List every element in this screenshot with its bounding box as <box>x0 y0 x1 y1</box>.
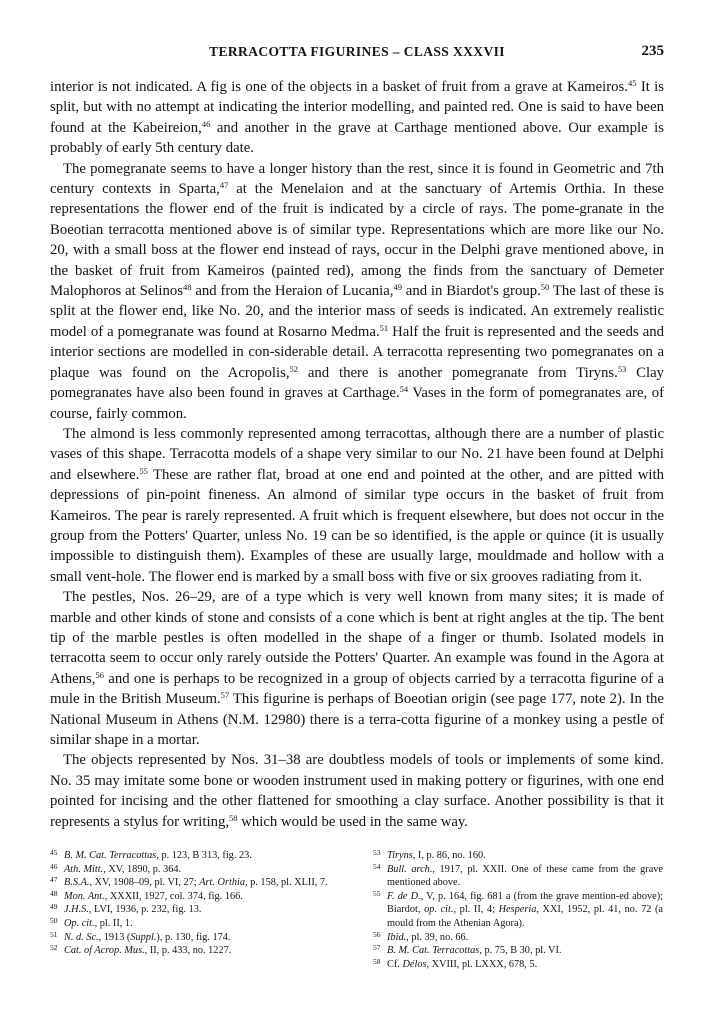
paragraph <box>50 587 664 750</box>
footnote-text: , XXXII, 1927, col. 374, fig. 166. <box>104 890 243 902</box>
footnote-text: , p. 158, pl. XLII, 7. <box>244 877 328 889</box>
footnote: 47 B.S.A., XV, 1908–09, pl. VI, 27; Art. Orthia, p. 158, pl. XLII, 7. <box>50 875 328 889</box>
citation-title: J.H.S. <box>64 904 89 916</box>
citation-title: Suppl. <box>130 931 157 943</box>
footnote-text: , I, p. 86, no. 160. <box>412 850 486 861</box>
citation-title: Mon. Ant. <box>64 890 105 902</box>
footnote-text: , pl. II, 1. <box>94 917 133 929</box>
citation-title: Op. cit. <box>64 917 95 929</box>
text-run: which would be used in the same way. <box>237 813 468 830</box>
footnote-text: , XXI, 1952, pl. 41, no. 72 (a mould from the Athenian Agora). <box>387 904 663 929</box>
footnote-ref: 54 <box>399 384 409 395</box>
page-number: 235 <box>641 43 664 59</box>
footnote-text: , LVI, 1936, p. 232, fig. 13. <box>88 904 202 916</box>
text-run: Clay pomegranates have also been found in graves at Carthage. <box>50 364 664 402</box>
text-run: The pomegranate seems to have a longer history than the rest, since it is found in Geometric and 7th century contexts in Sparta, <box>50 160 664 198</box>
citation-title: Ibid. <box>387 931 407 943</box>
footnote: 58 Cf. Délos, XVIII, pl. LXXX, 678, 5. <box>373 956 538 970</box>
footnote-ref: 50 <box>540 282 550 293</box>
citation-title: Bull. arch. <box>387 863 433 875</box>
footnote: 49 J.H.S., LVI, 1936, p. 232, fig. 13. <box>50 902 202 916</box>
footnote-ref: 46 <box>201 118 211 129</box>
footnote-text: , XV, 1890, p. 364. <box>103 863 182 875</box>
paragraph <box>50 159 664 424</box>
citation-title: Délos <box>402 958 427 970</box>
footnote-text: , p. 75, B 30, pl. VI. <box>479 945 562 957</box>
footnote-ref: 45 <box>628 78 637 88</box>
footnote-text: ), p. 130, fig. 174. <box>156 931 231 943</box>
footnote-text: , pl. II, 4; <box>453 904 499 916</box>
footnote-ref: 57 <box>220 690 230 701</box>
footnote-ref: 53 <box>617 363 627 374</box>
footnote-text: , V, p. 164, fig. 681 a (from the grave mention-ed above); Biardot, <box>387 890 663 916</box>
footnote-ref: 47 <box>219 180 229 191</box>
citation-title: Art. Orthia <box>199 877 245 889</box>
footnotes-left-column <box>50 849 340 958</box>
citation-title: Hesperia <box>498 904 537 916</box>
citation-title: B. M. Cat. Terracottas <box>387 945 480 957</box>
text-run: and one is perhaps to be recognized in a group of objects carried by a terracotta figurine of a mule in the British Museum. <box>50 670 664 708</box>
footnote-ref: 48 <box>183 282 192 293</box>
footnote-text: , XVIII, pl. LXXX, 678, 5. <box>426 958 538 970</box>
citation-title: B.S.A. <box>64 877 90 889</box>
footnote-ref: 56 <box>95 669 104 680</box>
footnote-ref: 51 <box>379 322 389 333</box>
text-run: The objects represented by Nos. 31–38 are doubtless models of tools or implements of some kind. No. 35 may imitate some bone or wooden instrument used in making pottery or figurines, with one end pointed for incising and the other flattened for smoothing a clay surface. Another possibility is that it represents a stylus for writing, <box>50 752 664 830</box>
footnote-text: , XV, 1908–09, pl. VI, 27; <box>89 877 200 889</box>
text-run: at the Menelaion and at the sanctuary of Artemis Orthia. In these representations the flower end of the fruit is indicated by a circle of rays. The pome-granate in the Boeotian terracotta mentioned above is of similar type. Representations which are more like our No. 20, with a small boss at the flower end instead of rays, occur in the Delphi grave mentioned above, in the basket of fruit from Kameiros (painted red), among the finds from the sanctuary of Demeter Malophoros at Selinos <box>50 181 664 300</box>
text-run: These are rather flat, broad at one end and pointed at the other, and are pitted with depressions of pin-point fineness. An almond of similar type occurs in the basket of fruit from Kameiros. The pear is rarely represented. A fruit which is frequent elsewhere, but does not occur in the group from the Potters' Quarter, unless No. 19 can be so identified, is the apple or quince (it is usually impossible to distinguish them). Examples of these are usually large, mouldmade and hollow with a small vent-hole. The flower end is marked by a small boss with five or six grooves radiating from it. <box>50 466 664 585</box>
text-run: It is split, but with no attempt at indicating the interior modelling, and painted red. One is said to have been found at the Kabeireion, <box>50 79 664 136</box>
footnote: 57 B. M. Cat. Terracottas, p. 75, B 30, pl. VI. <box>373 943 562 957</box>
footnote: 53 Tiryns, I, p. 86, no. 160. <box>373 848 486 861</box>
footnote: 50 Op. cit., pl. II, 1. <box>50 915 133 929</box>
citation-title: op. cit. <box>424 904 454 916</box>
text-run: and another in the grave at Carthage mentioned above. Our example is probably of early 5th century date. <box>50 119 664 157</box>
footnote: 52 Cat. of Acrop. Mus., II, p. 433, no. 1227. <box>50 943 232 957</box>
citation-title: Cat. of Acrop. Mus. <box>64 945 145 957</box>
footnote-ref: 58 <box>229 812 238 823</box>
footnote: 46 Ath. Mitt., XV, 1890, p. 364. <box>50 861 182 875</box>
text-run: The last of these is split at the flower end, like No. 20, and the interior mass of seeds is indicated. An extremely realistic model of a pomegranate was found at Rosarno Medma. <box>50 283 665 340</box>
footnote: 45 B. M. Cat. Terracottas, p. 123, B 313, fig. 23. <box>50 848 252 861</box>
text-run: and from the Heraion of Lucania, <box>191 283 394 300</box>
running-header <box>50 44 664 64</box>
paragraph <box>50 750 664 832</box>
footnote: 55 F. de D., V, p. 164, fig. 681 a (from the grave mention-ed above); Biardot, op. cit., pl. II, 4; Hesperia, XXI, 1952, pl. 41, no. 72 (a mould from the Athenian Agora). <box>373 888 663 929</box>
text-run: and there is another pomegranate from Tiryns. <box>298 364 618 381</box>
text-run: The almond is less commonly represented among terracottas, although there are a number of plastic vases of this shape. Terracotta models of a shape very similar to our No. 21 have been found at Delphi and elsewhere. <box>50 425 664 483</box>
citation-title: N. d. Sc. <box>64 931 99 943</box>
footnote: 51 N. d. Sc., 1913 (Suppl.), p. 130, fig. 174. <box>50 929 231 943</box>
citation-title: Ath. Mitt. <box>64 863 104 875</box>
footnote-text: , II, p. 433, no. 1227. <box>144 945 232 957</box>
citation-title: Tiryns <box>387 850 413 861</box>
text-run: Vases in the form of pomegranates are, of course, fairly common. <box>50 385 665 422</box>
text-run: The pestles, Nos. 26–29, are of a type which is very well known from many sites; it is made of marble and other kinds of stone and consists of a cone which is bent at right angles at the tip. The bent tip of the marble pestles is often modelled in the shape of a finger or thumb. Isolated models in terracotta seem to occur only rarely outside the Potters' Quarter. An example was found in the Agora at Athens, <box>50 589 664 687</box>
footnote: 54 Bull. arch., 1917, pl. XXII. One of these came from the grave mentioned above. <box>373 861 663 889</box>
citation-title: B. M. Cat. Terracottas <box>64 850 157 861</box>
text-run: interior is not indicated. A fig is one of the objects in a basket of fruit from a grave at Kameiros. <box>50 79 628 95</box>
text-run: Half the fruit is represented and the seeds and interior sections are modelled in con-siderable detail. A terracotta representing two pomegranates on a plaque was found on the Acropolis, <box>50 323 664 381</box>
footnote-text: , pl. 39, no. 66. <box>406 931 469 943</box>
body-text <box>50 77 664 832</box>
footnote-text: , p. 123, B 313, fig. 23. <box>156 850 252 861</box>
footnote-text: , 1917, pl. XXII. One of these came from the grave mentioned above. <box>387 863 663 889</box>
footnote-text: Cf. <box>387 958 403 970</box>
footnote: 48 Mon. Ant., XXXII, 1927, col. 374, fig. 166. <box>50 888 243 902</box>
footnote-text: , 1913 ( <box>98 931 131 943</box>
footnotes-right-column <box>373 849 663 971</box>
footnote-ref: 49 <box>393 282 402 293</box>
running-title: TERRACOTTA FIGURINES – CLASS XXXVII <box>209 44 505 59</box>
footnote-ref: 52 <box>289 363 299 374</box>
footnote: 56 Ibid., pl. 39, no. 66. <box>373 929 469 943</box>
text-run: This figurine is perhaps of Boeotian origin (see page 177, note 2). In the National Museum in Athens (N.M. 12980) there is a terra-cotta figurine of a monkey using a pestle of similar shape in a mortar. <box>50 691 664 748</box>
text-run: and in Biardot's group. <box>401 283 541 300</box>
paragraph <box>50 424 664 587</box>
footnote-ref: 55 <box>139 465 148 476</box>
paragraph <box>50 77 664 159</box>
citation-title: F. de D. <box>387 890 421 902</box>
